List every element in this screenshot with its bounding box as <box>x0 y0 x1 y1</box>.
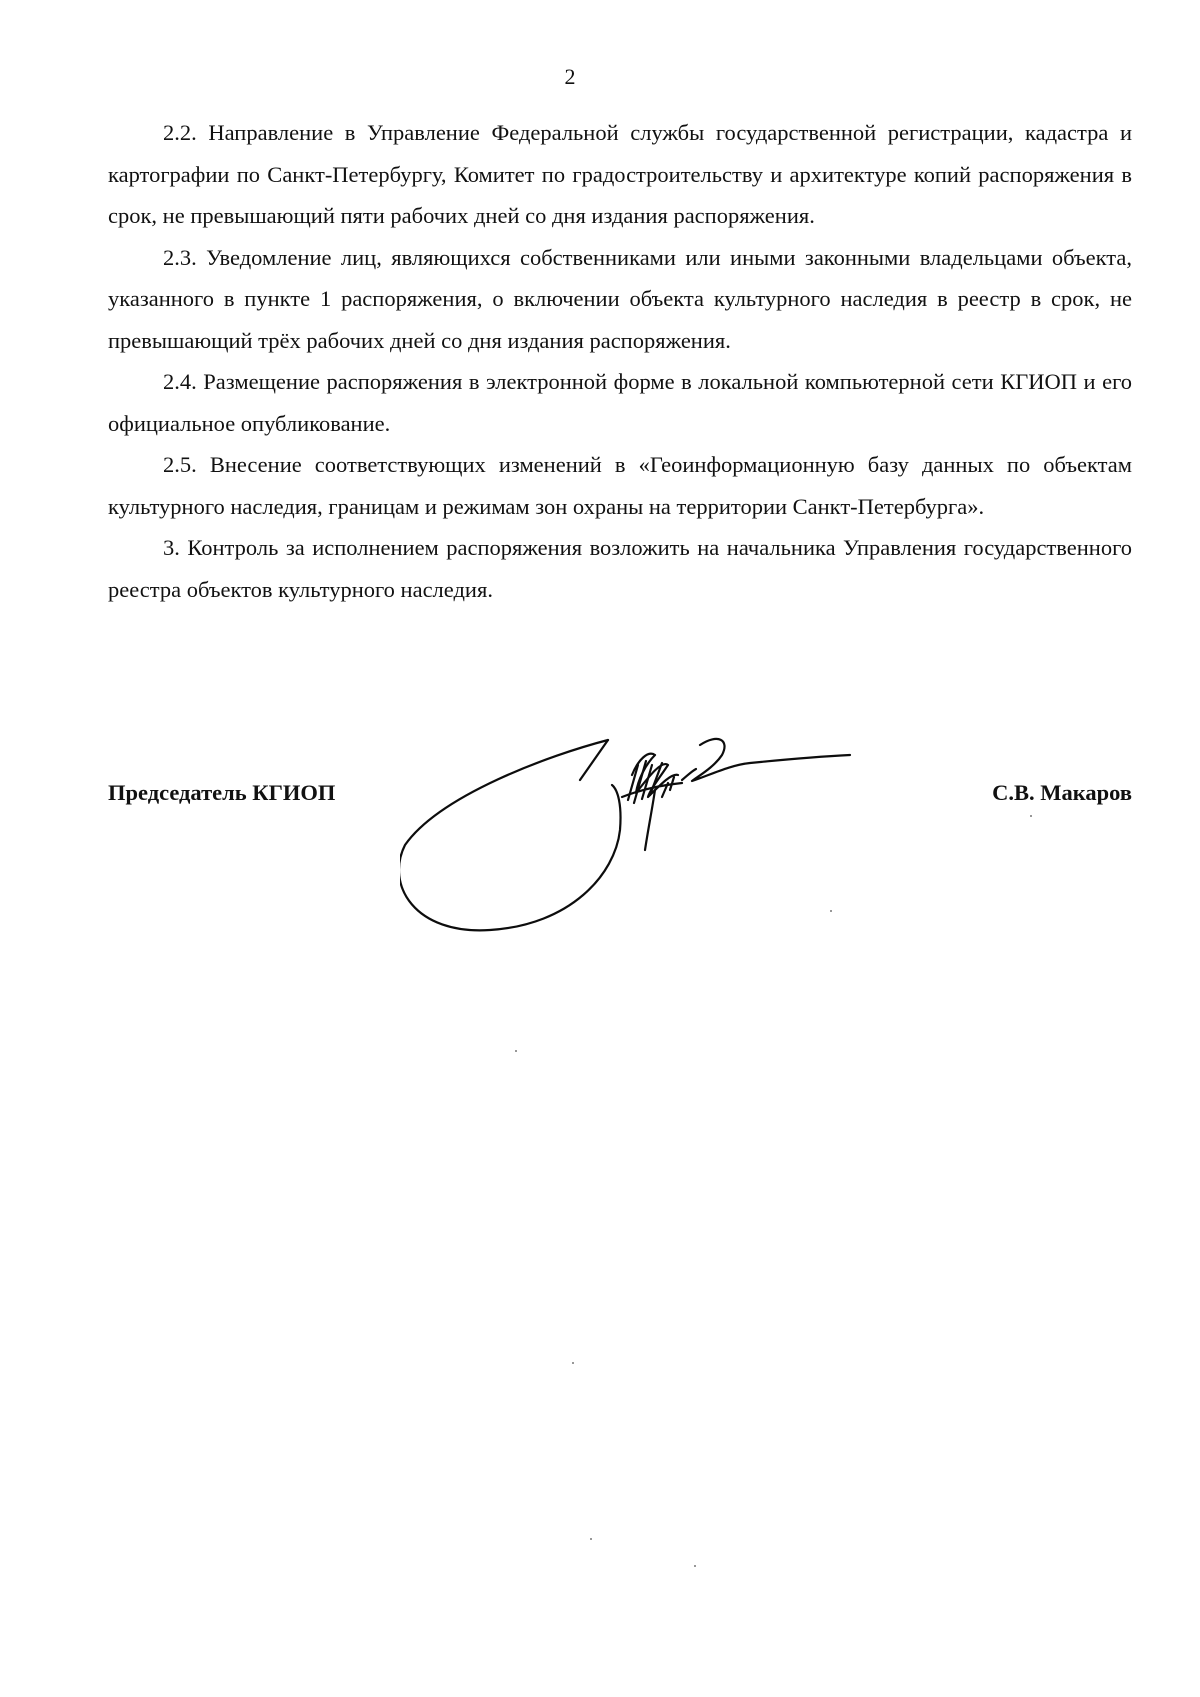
signature-icon <box>400 735 900 975</box>
scan-speck <box>830 910 832 912</box>
scan-speck <box>1030 815 1032 817</box>
document-body <box>108 112 1132 610</box>
paragraph-2-4: 2.4. Размещение распоряжения в электронной форме в локальной компьютерной сети КГИОП и его официальное опубликование. <box>108 369 1132 436</box>
signer-name: С.В. Макаров <box>992 780 1132 805</box>
scan-speck <box>515 1050 517 1052</box>
paragraph-2-2: 2.2. Направление в Управление Федеральной службы государственной регистрации, кадастра и картографии по Санкт-Петербургу, Комитет по градостроительству и архитектуре копий распоряжения в срок, не превышающий пяти рабочих дней со дня издания распоряжения. <box>108 120 1132 228</box>
scan-speck <box>694 1565 696 1567</box>
scan-speck <box>572 1362 574 1364</box>
page-number: 2 <box>564 64 576 89</box>
paragraph-2-3: 2.3. Уведомление лиц, являющихся собственниками или иными законными владельцами объекта, указанного в пункте 1 распоряжения, о включении объекта культурного наследия в реестр в срок, не превышающий трёх рабочих дней со дня издания распоряжения. <box>108 244 1132 353</box>
signer-title: Председатель КГИОП <box>108 780 336 805</box>
paragraph-3: 3. Контроль за исполнением распоряжения возложить на начальника Управления государственного реестра объектов культурного наследия. <box>108 535 1132 602</box>
paragraph-2-5: 2.5. Внесение соответствующих изменений в «Геоинформационную базу данных по объектам культурного наследия, границам и режимам зон охраны на территории Санкт-Петербурга». <box>108 452 1132 519</box>
scan-speck <box>590 1538 592 1540</box>
